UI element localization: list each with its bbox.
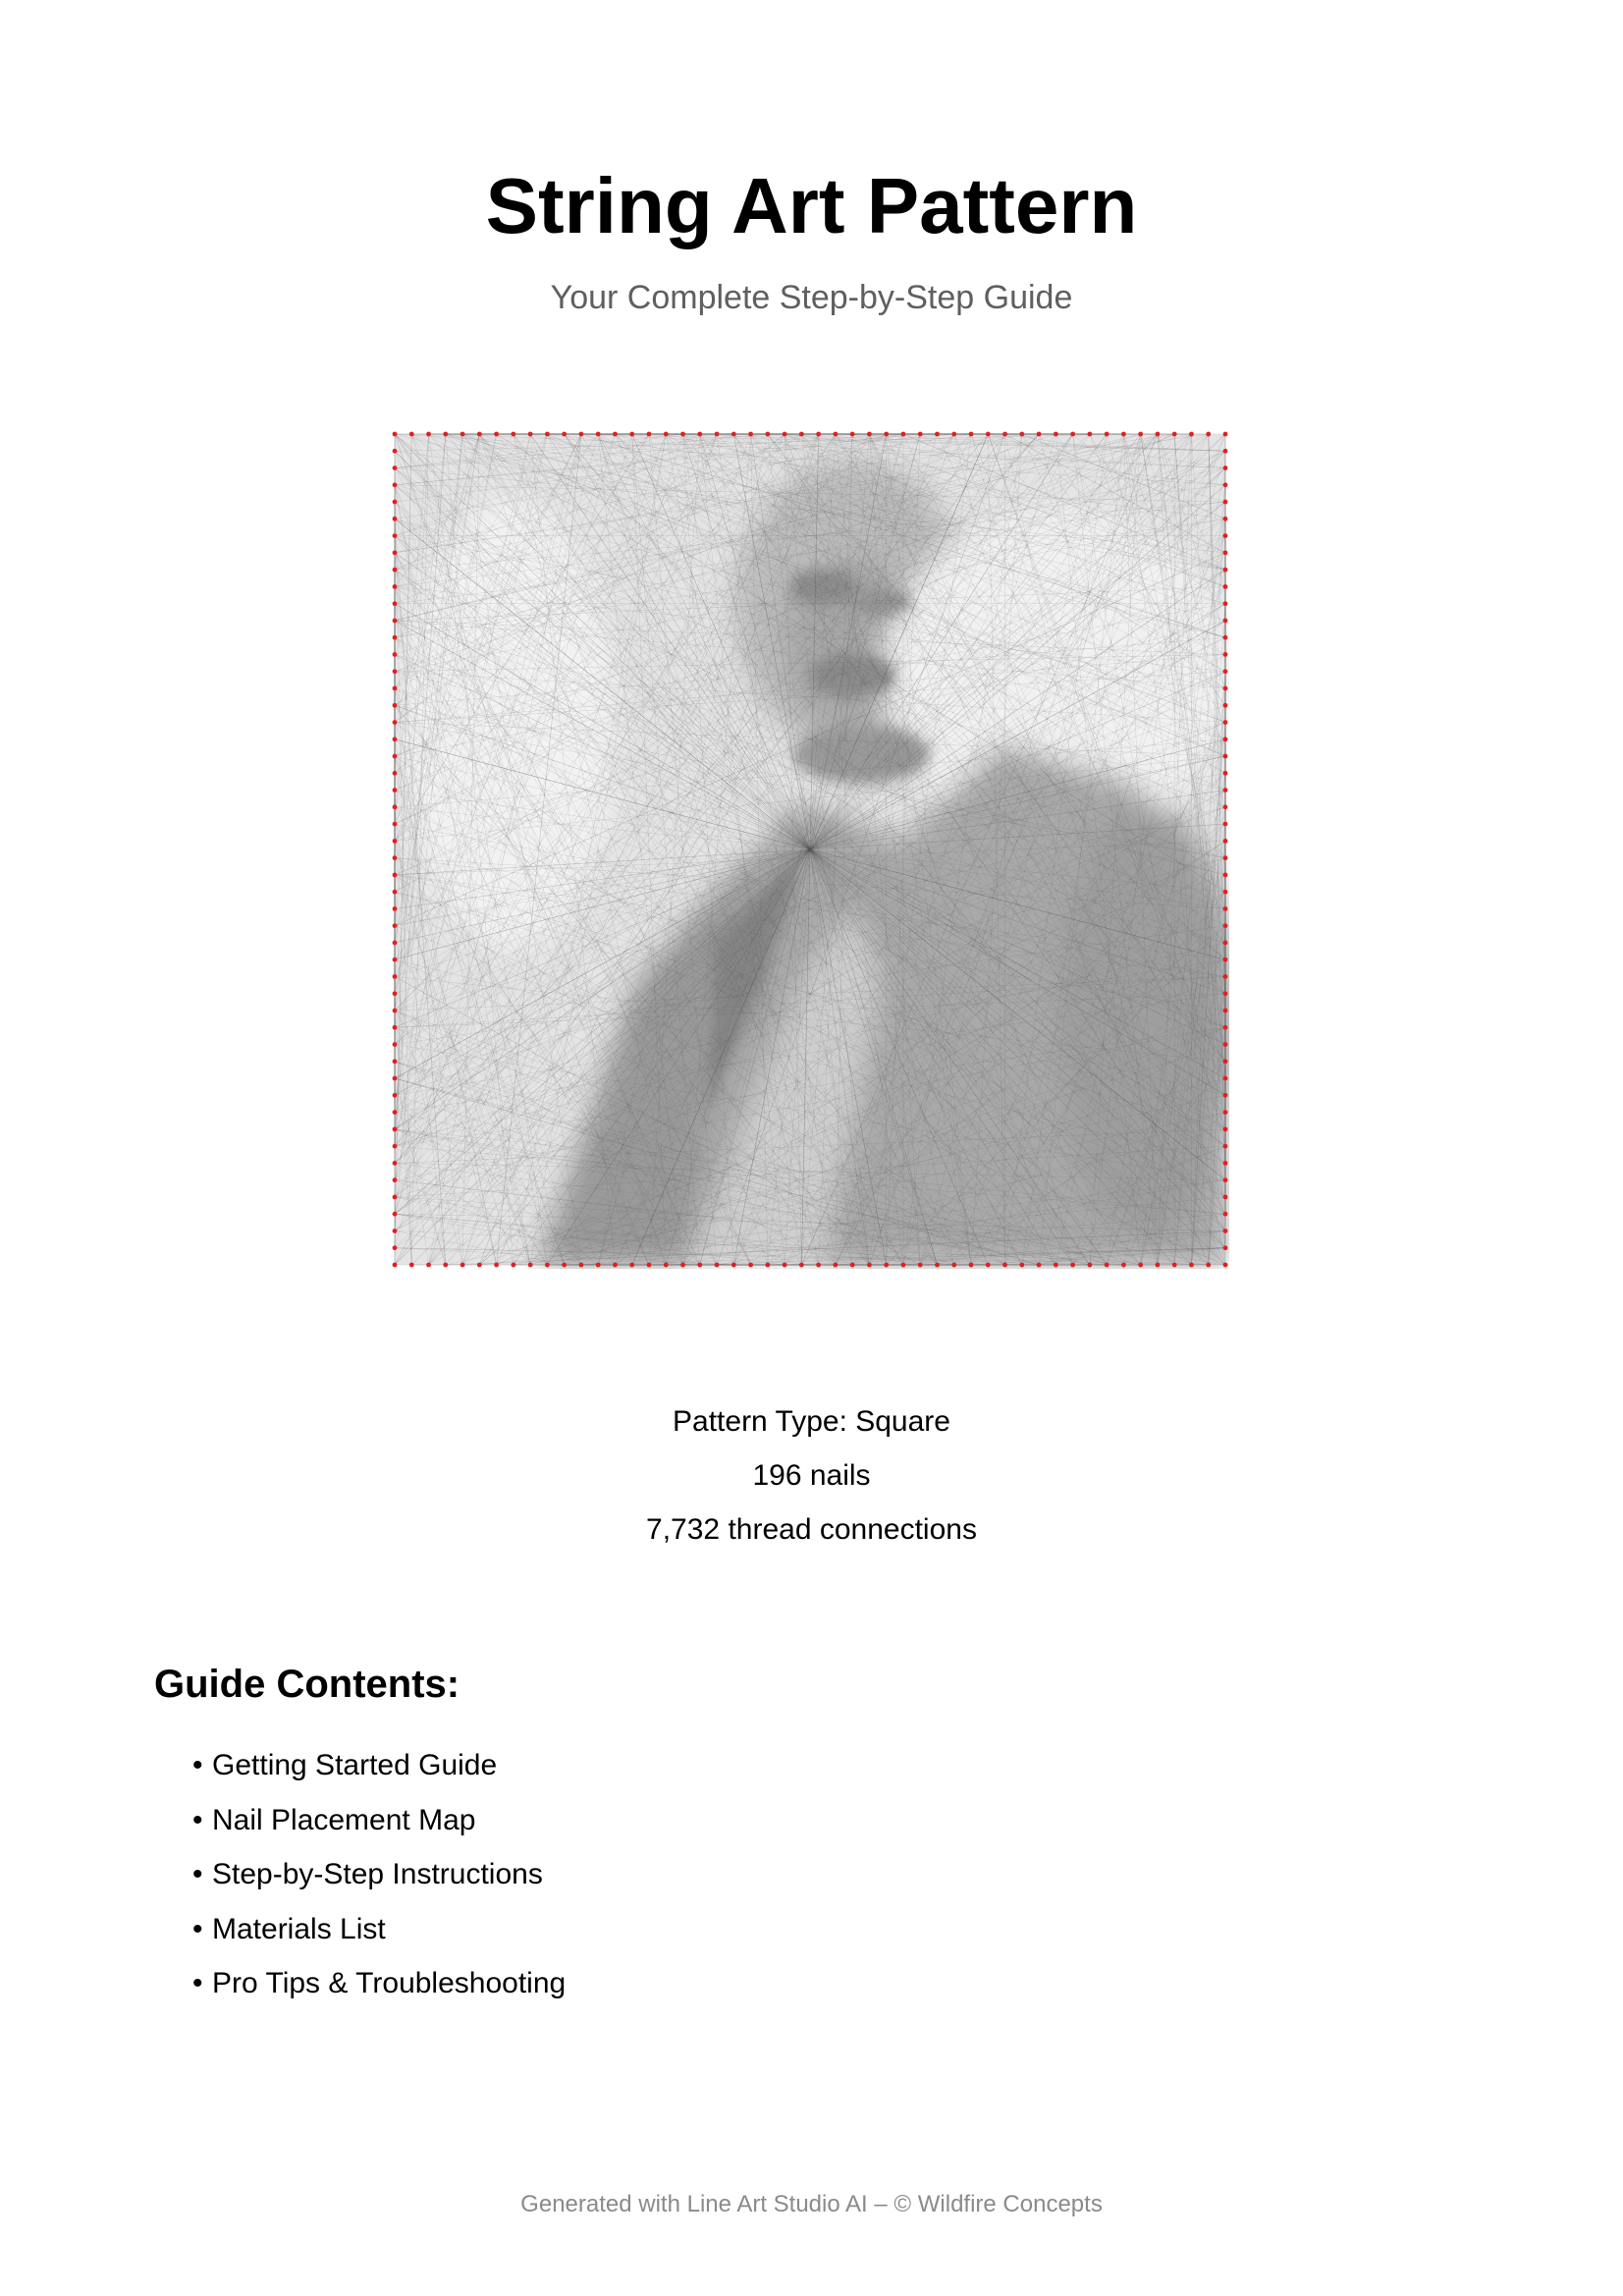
- nail-marker: [1223, 1212, 1228, 1217]
- list-item: [192, 1847, 566, 1902]
- nail-count-label: 196 nails: [752, 1459, 871, 1492]
- nail-marker: [511, 432, 515, 437]
- nail-marker: [1223, 669, 1228, 674]
- nail-marker: [393, 619, 398, 624]
- nail-marker: [1223, 1093, 1228, 1098]
- nail-marker: [443, 432, 448, 437]
- nail-marker: [1223, 584, 1228, 589]
- nail-marker: [833, 432, 838, 437]
- nail-marker: [1206, 432, 1211, 437]
- nail-marker: [629, 1263, 634, 1268]
- nail-marker: [715, 432, 720, 437]
- nail-marker: [1037, 1263, 1042, 1268]
- nail-marker: [1223, 703, 1228, 708]
- bullet-icon: •: [192, 1912, 203, 1945]
- nail-marker: [393, 482, 398, 487]
- nail-marker: [1223, 872, 1228, 877]
- nail-marker: [969, 432, 974, 437]
- thread-connections-label: 7,732 thread connections: [646, 1513, 977, 1546]
- nail-marker: [1223, 1245, 1228, 1250]
- nail-marker: [833, 1263, 838, 1268]
- nail-marker: [393, 974, 398, 979]
- nail-marker: [1223, 500, 1228, 505]
- nail-marker: [1054, 432, 1058, 437]
- nail-marker: [528, 432, 533, 437]
- pattern-canvas: [391, 430, 1229, 1269]
- nail-marker: [1223, 619, 1228, 624]
- nail-marker: [393, 432, 398, 437]
- nail-marker: [562, 1263, 567, 1268]
- nail-marker: [1121, 432, 1126, 437]
- nail-marker: [1070, 432, 1075, 437]
- nail-marker: [426, 1263, 431, 1268]
- nail-marker: [393, 1161, 398, 1166]
- nail-marker: [1156, 1263, 1161, 1268]
- nail-marker: [1189, 432, 1194, 437]
- nail-marker: [545, 1263, 550, 1268]
- nail-marker: [1223, 550, 1228, 555]
- list-item: [192, 1738, 566, 1793]
- nail-marker: [393, 839, 398, 844]
- nail-marker: [1121, 1263, 1126, 1268]
- footer-credit: Generated with Line Art Studio AI – © Wildfire Concepts: [520, 2191, 1103, 2217]
- nail-marker: [393, 465, 398, 470]
- nail-marker: [1223, 788, 1228, 793]
- nail-marker: [935, 1263, 940, 1268]
- nail-marker: [748, 1263, 753, 1268]
- pattern-stats: [0, 1394, 1623, 1557]
- nail-marker: [1223, 449, 1228, 454]
- nail-marker: [629, 432, 634, 437]
- nail-marker: [393, 1263, 398, 1268]
- bullet-icon: •: [192, 1749, 203, 1781]
- nail-marker: [1002, 1263, 1007, 1268]
- nail-marker: [918, 1263, 923, 1268]
- list-item-label: Nail Placement Map: [212, 1803, 476, 1836]
- nail-marker: [613, 1263, 618, 1268]
- nail-marker: [816, 432, 821, 437]
- nail-marker: [1223, 1263, 1228, 1268]
- nail-marker: [393, 872, 398, 877]
- nail-marker: [460, 1263, 465, 1268]
- nail-marker: [443, 1263, 448, 1268]
- nail-marker: [393, 584, 398, 589]
- nail-marker: [409, 1263, 414, 1268]
- nail-marker: [393, 1009, 398, 1013]
- nail-marker: [393, 991, 398, 996]
- nail-marker: [1172, 1263, 1177, 1268]
- nail-marker: [748, 432, 753, 437]
- nail-marker: [1223, 686, 1228, 691]
- nail-marker: [393, 550, 398, 555]
- nail-marker: [935, 432, 940, 437]
- nail-marker: [477, 1263, 482, 1268]
- list-item: [192, 1902, 566, 1957]
- nail-marker: [460, 432, 465, 437]
- nail-marker: [1223, 1042, 1228, 1047]
- nail-marker: [393, 1042, 398, 1047]
- nail-marker: [1037, 432, 1042, 437]
- list-item-label: Step-by-Step Instructions: [212, 1858, 543, 1890]
- nail-marker: [393, 1229, 398, 1233]
- nail-marker: [901, 432, 906, 437]
- nail-marker: [1054, 1263, 1058, 1268]
- nail-marker: [393, 754, 398, 759]
- nail-marker: [393, 533, 398, 538]
- nail-marker: [545, 432, 550, 437]
- nail-marker: [393, 1144, 398, 1149]
- nail-marker: [664, 1263, 669, 1268]
- nail-marker: [697, 432, 702, 437]
- nail-marker: [1223, 822, 1228, 827]
- nail-marker: [1156, 432, 1161, 437]
- nail-marker: [1223, 482, 1228, 487]
- nail-marker: [1223, 1025, 1228, 1030]
- nail-marker: [1019, 432, 1024, 437]
- nail-marker: [1223, 1110, 1228, 1115]
- nail-marker: [1087, 1263, 1092, 1268]
- nail-marker: [393, 1093, 398, 1098]
- nail-marker: [1223, 1177, 1228, 1182]
- string-art-pattern-image: [391, 430, 1229, 1269]
- nail-marker: [850, 432, 855, 437]
- nail-marker: [1105, 1263, 1109, 1268]
- nail-marker: [393, 517, 398, 521]
- nail-marker: [1223, 737, 1228, 741]
- nail-marker: [511, 1263, 515, 1268]
- nail-marker: [1189, 1263, 1194, 1268]
- nail-marker: [1223, 635, 1228, 640]
- nail-marker: [731, 1263, 736, 1268]
- nail-marker: [393, 1076, 398, 1081]
- nail-marker: [393, 568, 398, 573]
- nail-marker: [664, 432, 669, 437]
- nail-marker: [1223, 1076, 1228, 1081]
- nail-marker: [1223, 432, 1228, 437]
- nail-marker: [647, 1263, 652, 1268]
- nail-marker: [494, 1263, 499, 1268]
- nail-marker: [393, 720, 398, 725]
- nail-marker: [986, 1263, 991, 1268]
- nail-marker: [409, 432, 414, 437]
- nail-marker: [1223, 1229, 1228, 1233]
- nail-marker: [1138, 1263, 1143, 1268]
- guide-contents-list: [192, 1738, 566, 2011]
- nail-marker: [393, 788, 398, 793]
- nail-marker: [986, 432, 991, 437]
- nail-marker: [1223, 1195, 1228, 1200]
- nail-marker: [1138, 432, 1143, 437]
- nail-marker: [1172, 432, 1177, 437]
- nail-marker: [901, 1263, 906, 1268]
- nail-marker: [579, 1263, 584, 1268]
- nail-marker: [528, 1263, 533, 1268]
- nail-marker: [596, 1263, 601, 1268]
- nail-marker: [579, 432, 584, 437]
- nail-marker: [1223, 1144, 1228, 1149]
- nail-marker: [1087, 432, 1092, 437]
- nail-marker: [680, 432, 685, 437]
- nail-marker: [867, 432, 872, 437]
- nail-marker: [393, 957, 398, 962]
- nail-marker: [1223, 974, 1228, 979]
- nail-marker: [393, 923, 398, 928]
- nail-marker: [1223, 957, 1228, 962]
- nail-marker: [393, 652, 398, 657]
- nail-marker: [393, 1212, 398, 1217]
- nail-marker: [1223, 804, 1228, 809]
- nail-marker: [393, 737, 398, 741]
- nail-marker: [1223, 517, 1228, 521]
- nail-marker: [765, 1263, 770, 1268]
- nail-marker: [393, 1110, 398, 1115]
- nail-marker: [393, 703, 398, 708]
- nail-marker: [1105, 432, 1109, 437]
- nail-marker: [1223, 533, 1228, 538]
- nail-marker: [1223, 839, 1228, 844]
- nail-marker: [393, 635, 398, 640]
- nail-marker: [1223, 1161, 1228, 1166]
- pattern-type-label: Pattern Type: Square: [673, 1405, 950, 1438]
- nail-marker: [1002, 432, 1007, 437]
- nail-marker: [783, 1263, 787, 1268]
- nail-marker: [596, 432, 601, 437]
- nail-marker: [393, 601, 398, 606]
- nail-marker: [1223, 720, 1228, 725]
- list-item: [192, 1793, 566, 1848]
- nail-marker: [393, 449, 398, 454]
- nail-marker: [426, 432, 431, 437]
- nail-marker: [393, 906, 398, 911]
- nail-marker: [1223, 923, 1228, 928]
- nail-marker: [1223, 855, 1228, 860]
- nail-marker: [850, 1263, 855, 1268]
- nail-marker: [393, 500, 398, 505]
- nail-marker: [969, 1263, 974, 1268]
- nail-marker: [799, 432, 804, 437]
- list-item-label: Getting Started Guide: [212, 1749, 498, 1781]
- nail-marker: [680, 1263, 685, 1268]
- nail-marker: [1223, 652, 1228, 657]
- nail-marker: [731, 432, 736, 437]
- nail-marker: [393, 1126, 398, 1131]
- nail-marker: [951, 432, 956, 437]
- nail-marker: [393, 822, 398, 827]
- nail-marker: [647, 432, 652, 437]
- page-title: String Art Pattern: [485, 162, 1138, 249]
- nail-marker: [1019, 1263, 1024, 1268]
- page-subtitle: Your Complete Step-by-Step Guide: [550, 279, 1073, 316]
- nail-marker: [393, 686, 398, 691]
- bullet-icon: •: [192, 1858, 203, 1890]
- nail-marker: [393, 1195, 398, 1200]
- nail-marker: [715, 1263, 720, 1268]
- nail-marker: [1223, 465, 1228, 470]
- nail-marker: [1223, 1126, 1228, 1131]
- nail-marker: [697, 1263, 702, 1268]
- nail-marker: [1070, 1263, 1075, 1268]
- nail-marker: [1223, 991, 1228, 996]
- nail-marker: [562, 432, 567, 437]
- nail-marker: [783, 432, 787, 437]
- bullet-icon: •: [192, 1803, 203, 1836]
- nail-marker: [477, 432, 482, 437]
- nail-marker: [1223, 890, 1228, 895]
- nail-marker: [1223, 568, 1228, 573]
- nail-marker: [884, 1263, 889, 1268]
- nail-marker: [1223, 906, 1228, 911]
- bullet-icon: •: [192, 1967, 203, 1999]
- nail-marker: [393, 1177, 398, 1182]
- nail-marker: [393, 771, 398, 776]
- nail-marker: [393, 804, 398, 809]
- nail-marker: [816, 1263, 821, 1268]
- nail-marker: [1223, 1009, 1228, 1013]
- nail-marker: [951, 1263, 956, 1268]
- nail-marker: [1223, 771, 1228, 776]
- nail-marker: [393, 669, 398, 674]
- nail-marker: [1223, 1059, 1228, 1064]
- guide-contents-heading: Guide Contents:: [154, 1663, 460, 1706]
- nail-marker: [799, 1263, 804, 1268]
- nail-marker: [918, 432, 923, 437]
- list-item: [192, 1956, 566, 2011]
- nail-marker: [765, 432, 770, 437]
- list-item-label: Materials List: [212, 1912, 386, 1945]
- nail-marker: [884, 432, 889, 437]
- nail-marker: [1223, 601, 1228, 606]
- nail-marker: [393, 1245, 398, 1250]
- nail-marker: [393, 855, 398, 860]
- nail-marker: [613, 432, 618, 437]
- list-item-label: Pro Tips & Troubleshooting: [212, 1967, 567, 1999]
- nail-marker: [393, 1025, 398, 1030]
- nail-marker: [1223, 754, 1228, 759]
- nail-marker: [393, 890, 398, 895]
- nail-marker: [393, 941, 398, 946]
- nail-marker: [393, 1059, 398, 1064]
- nail-marker: [494, 432, 499, 437]
- nail-marker: [1223, 941, 1228, 946]
- nail-marker: [867, 1263, 872, 1268]
- nail-marker: [1206, 1263, 1211, 1268]
